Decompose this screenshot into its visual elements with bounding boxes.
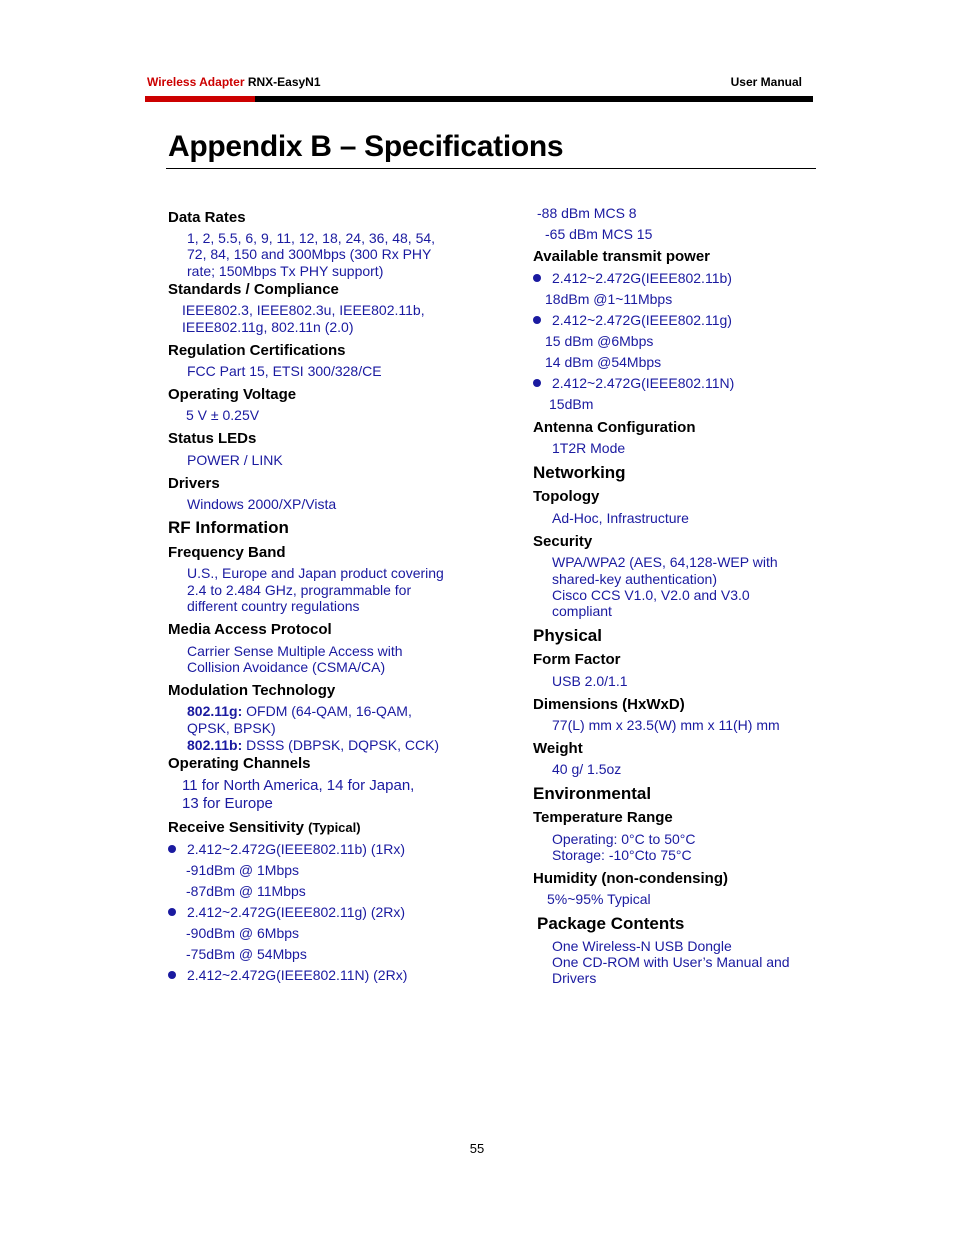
environmental-section-heading: Environmental <box>533 784 652 803</box>
data-rates-line-3: rate; 150Mbps Tx PHY support) <box>187 263 384 279</box>
header-product-red: Wireless Adapter <box>147 75 245 89</box>
transmit-g-item: 2.412~2.472G(IEEE802.11g) <box>552 312 732 328</box>
modulation-b-text: DSSS (DBPSK, DQPSK, CCK) <box>242 737 440 753</box>
weight-heading: Weight <box>533 740 583 757</box>
leds-line-1: POWER / LINK <box>187 452 283 468</box>
modulation-heading: Modulation Technology <box>168 682 336 699</box>
modulation-g-cont: QPSK, BPSK) <box>187 720 276 736</box>
header-rule-accent <box>145 96 255 102</box>
drivers-heading: Drivers <box>168 475 220 492</box>
temperature-line-2: Storage: -10°Cto 75°C <box>552 847 692 863</box>
package-line-3: Drivers <box>552 970 597 986</box>
page-title: Appendix B – Specifications <box>168 130 564 163</box>
weight-line-1: 40 g/ 1.5oz <box>552 761 622 777</box>
sensitivity-g-value-2: -75dBm @ 54Mbps <box>186 946 307 962</box>
bullet-icon <box>168 971 176 979</box>
transmit-heading: Available transmit power <box>533 248 710 265</box>
security-line-4: compliant <box>552 603 612 619</box>
transmit-b-item: 2.412~2.472G(IEEE802.11b) <box>552 270 732 286</box>
humidity-heading: Humidity (non-condensing) <box>533 870 728 887</box>
antenna-line-1: 1T2R Mode <box>552 440 626 456</box>
standards-heading: Standards / Compliance <box>168 281 339 298</box>
transmit-g-value-1: 15 dBm @6Mbps <box>545 333 654 349</box>
humidity-line-1: 5%~95% Typical <box>547 891 651 907</box>
networking-section-heading: Networking <box>533 463 626 482</box>
standards-line-2: IEEE802.11g, 802.11n (2.0) <box>182 319 354 335</box>
modulation-b-line <box>187 737 439 754</box>
voltage-heading: Operating Voltage <box>168 386 297 403</box>
header-doc-type: User Manual <box>730 75 802 89</box>
channels-line-2: 13 for Europe <box>182 795 273 812</box>
topology-heading: Topology <box>533 488 600 505</box>
dimensions-heading: Dimensions (HxWxD) <box>533 696 685 713</box>
sensitivity-g-item: 2.412~2.472G(IEEE802.11g) (2Rx) <box>187 904 406 920</box>
modulation-g-text: OFDM (64-QAM, 16-QAM, <box>242 703 412 719</box>
security-line-3: Cisco CCS V1.0, V2.0 and V3.0 <box>552 587 750 603</box>
sensitivity-n-item: 2.412~2.472G(IEEE802.11N) (2Rx) <box>187 967 408 983</box>
antenna-heading: Antenna Configuration <box>533 419 696 436</box>
security-line-1: WPA/WPA2 (AES, 64,128-WEP with <box>552 554 778 570</box>
transmit-n-value-1: 15dBm <box>549 396 594 412</box>
transmit-b-value-1: 18dBm @1~11Mbps <box>545 291 673 307</box>
modulation-g-label: 802.11g: <box>187 703 243 719</box>
sensitivity-b-value-1: -91dBm @ 1Mbps <box>186 862 300 878</box>
standards-line-1: IEEE802.3, IEEE802.3u, IEEE802.11b, <box>182 302 425 318</box>
leds-heading: Status LEDs <box>168 430 257 447</box>
transmit-g-value-2: 14 dBm @54Mbps <box>545 354 662 370</box>
package-line-2: One CD-ROM with User’s Manual and <box>552 954 790 970</box>
title-underline <box>166 168 816 169</box>
sensitivity-n-value-2: -65 dBm MCS 15 <box>545 226 653 242</box>
form-heading: Form Factor <box>533 651 621 668</box>
mac-heading: Media Access Protocol <box>168 621 332 638</box>
security-heading: Security <box>533 533 593 550</box>
sensitivity-heading-text: Receive Sensitivity <box>168 819 304 836</box>
voltage-line-1: 5 V ± 0.25V <box>186 407 260 423</box>
rf-section-heading: RF Information <box>168 518 289 537</box>
data-rates-line-2: 72, 84, 150 and 300Mbps (300 Rx PHY <box>187 246 432 262</box>
mac-line-1: Carrier Sense Multiple Access with <box>187 643 403 659</box>
sensitivity-n-value-1: -88 dBm MCS 8 <box>537 205 637 221</box>
page-number: 55 <box>469 1141 485 1156</box>
frequency-line-3: different country regulations <box>187 598 360 614</box>
data-rates-line-1: 1, 2, 5.5, 6, 9, 11, 12, 18, 24, 36, 48, 54, <box>187 230 436 246</box>
frequency-line-1: U.S., Europe and Japan product covering <box>187 565 444 581</box>
bullet-icon <box>168 845 176 853</box>
security-line-2: shared-key authentication) <box>552 571 717 587</box>
temperature-heading: Temperature Range <box>533 809 673 826</box>
frequency-heading: Frequency Band <box>168 544 286 561</box>
bullet-icon <box>533 274 541 282</box>
package-line-1: One Wireless-N USB Dongle <box>552 938 732 954</box>
package-section-heading: Package Contents <box>537 914 685 933</box>
header-product <box>147 75 321 89</box>
dimensions-line-1: 77(L) mm x 23.5(W) mm x 11(H) mm <box>552 717 780 733</box>
bullet-icon <box>533 316 541 324</box>
sensitivity-heading <box>168 819 361 836</box>
sensitivity-heading-note: (Typical) <box>308 820 361 835</box>
modulation-g-line <box>187 703 412 720</box>
modulation-b-label: 802.11b: <box>187 737 243 753</box>
bullet-icon <box>168 908 176 916</box>
data-rates-heading: Data Rates <box>168 209 246 226</box>
sensitivity-g-value-1: -90dBm @ 6Mbps <box>186 925 300 941</box>
header-model: RNX-EasyN1 <box>247 75 321 89</box>
sensitivity-b-item: 2.412~2.472G(IEEE802.11b) (1Rx) <box>187 841 406 857</box>
regulation-line-1: FCC Part 15, ETSI 300/328/CE <box>187 363 382 379</box>
transmit-n-item: 2.412~2.472G(IEEE802.11N) <box>552 375 735 391</box>
topology-line-1: Ad-Hoc, Infrastructure <box>552 510 689 526</box>
sensitivity-b-value-2: -87dBm @ 11Mbps <box>186 883 306 899</box>
bullet-icon <box>533 379 541 387</box>
physical-section-heading: Physical <box>533 626 602 645</box>
temperature-line-1: Operating: 0°C to 50°C <box>552 831 696 847</box>
frequency-line-2: 2.4 to 2.484 GHz, programmable for <box>187 582 412 598</box>
form-line-1: USB 2.0/1.1 <box>552 673 628 689</box>
channels-heading: Operating Channels <box>168 755 311 772</box>
mac-line-2: Collision Avoidance (CSMA/CA) <box>187 659 386 675</box>
drivers-line-1: Windows 2000/XP/Vista <box>187 496 337 512</box>
regulation-heading: Regulation Certifications <box>168 342 346 359</box>
channels-line-1: 11 for North America, 14 for Japan, <box>182 777 415 794</box>
